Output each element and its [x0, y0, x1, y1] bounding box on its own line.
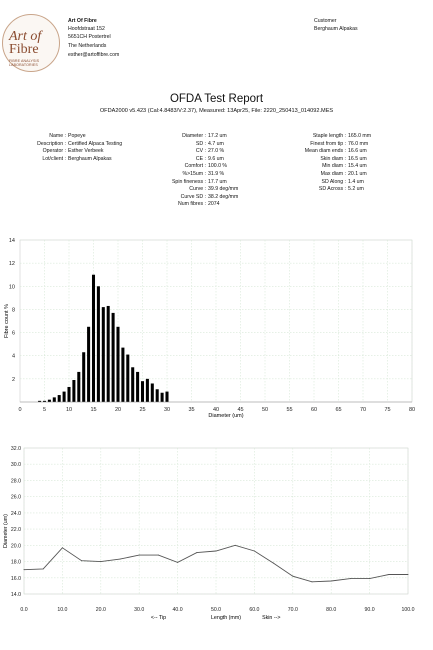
histogram-bar	[102, 307, 105, 402]
histogram-bar	[77, 372, 80, 402]
info-value: 76.0 mm	[348, 140, 369, 147]
histogram-bar	[87, 327, 90, 402]
x-tick-label: 70	[359, 407, 367, 413]
info-label: Staple length :	[312, 133, 346, 139]
histogram-bar	[97, 286, 100, 402]
histogram-bar	[63, 392, 66, 402]
profile-point	[388, 574, 389, 575]
info-value: 100.0 %	[208, 163, 228, 170]
profile-point	[43, 568, 44, 569]
histogram-bar	[116, 327, 119, 402]
info-value: Berghaum Alpakas	[68, 155, 112, 162]
info-value: 38.2 deg/mm	[208, 193, 239, 200]
company-address2: 5651CH Postertrel	[68, 34, 111, 40]
logo-sub2: LABORATORIES	[9, 63, 38, 67]
profile-point	[216, 551, 217, 552]
x-tick-label: 60	[310, 407, 318, 413]
x-tick-label: 30.0	[134, 607, 145, 613]
profile-point	[24, 569, 25, 570]
info-value: 5.2 um	[348, 186, 364, 193]
customer-name: Berghaum Alpakas	[314, 26, 358, 32]
profile-point	[408, 574, 409, 575]
profile-point	[254, 551, 255, 552]
profile-point	[350, 578, 351, 579]
y-axis-label: Fibre count %	[4, 304, 10, 338]
histogram-bar	[161, 393, 164, 402]
histogram-bar	[165, 392, 168, 402]
histogram-bar	[126, 355, 129, 402]
info-value: 15.4 um	[348, 163, 367, 170]
x-tick-label: 60.0	[249, 607, 260, 613]
y-tick-label: 26.0	[10, 494, 21, 501]
x-tick-label: 20	[114, 407, 122, 413]
y-tick-label: 8	[11, 307, 15, 314]
info-value: 16.6 um	[348, 148, 367, 155]
y-tick-label: 2	[11, 376, 15, 383]
histogram-bar	[92, 275, 95, 402]
x-tick-label: 65	[335, 407, 342, 413]
profile-point	[81, 560, 82, 561]
info-label: Num fibres :	[178, 201, 206, 208]
info-label: %>15um :	[182, 171, 206, 177]
info-label: Diameter :	[182, 133, 206, 139]
info-label: Curve SD :	[180, 193, 206, 200]
y-axis-label: Diameter (um)	[3, 514, 9, 548]
x-tick-label: 70.0	[287, 607, 298, 613]
y-tick-label: 32.0	[10, 446, 21, 452]
histogram-bar	[121, 348, 124, 402]
histogram-bar	[141, 381, 144, 402]
info-value: Esther Verbeek	[68, 148, 104, 155]
histogram-bar	[136, 372, 139, 402]
company-country: The Netherlands	[68, 43, 107, 49]
info-label: Spin fineness :	[171, 178, 206, 185]
diameter-profile-chart	[0, 432, 433, 632]
info-label: Curve :	[189, 186, 206, 193]
y-tick-label: 12	[8, 261, 15, 268]
histogram-bar	[156, 389, 159, 402]
y-tick-label: 18.0	[10, 559, 21, 566]
x-tick-label: 55	[286, 407, 293, 413]
x-tick-label: 5	[42, 407, 47, 413]
info-value: Popeye	[68, 133, 86, 139]
histogram-bar	[58, 395, 61, 402]
x-tick-label: 80	[408, 407, 416, 413]
info-value: 27.0 %	[208, 148, 225, 155]
profile-point	[235, 545, 236, 546]
info-value: Certified Alpaca Testing	[68, 140, 123, 147]
histogram-bar	[53, 397, 56, 402]
company-address1: Hoofdstraat 152	[68, 26, 105, 32]
report-title: OFDA Test Report	[169, 93, 264, 105]
profile-point	[292, 576, 293, 577]
profile-point	[273, 563, 274, 564]
info-label: SD Along :	[321, 178, 346, 185]
x-tick-label: 0	[18, 407, 22, 413]
company-email[interactable]: esther@artoffibre.com	[68, 52, 120, 58]
histogram-bar	[107, 306, 110, 402]
report-subtitle: OFDA2000 v5.423 (Cal:4.8483/V:2.37), Measured: 13Apr25, File: 2220_250413_014092.MES	[99, 108, 334, 114]
y-tick-label: 30.0	[10, 462, 21, 469]
y-tick-label: 14	[8, 238, 15, 244]
profile-point	[158, 555, 159, 556]
x-note-tip: <-- Tip	[150, 615, 167, 621]
info-label: Skin diam :	[320, 155, 346, 162]
histogram-bar	[72, 380, 75, 402]
info-value: 16.5 um	[348, 155, 367, 162]
x-tick-label: 25	[139, 407, 146, 413]
y-tick-label: 10	[8, 284, 15, 291]
profile-point	[120, 559, 121, 560]
profile-point	[331, 581, 332, 582]
x-tick-label: 50	[261, 407, 269, 413]
info-label: Max diam :	[320, 171, 346, 177]
info-value: 165.0 mm	[348, 133, 372, 139]
info-label: Mean diam ends :	[304, 148, 346, 155]
histogram-bar	[67, 387, 70, 402]
y-tick-label: 6	[11, 330, 15, 337]
info-label: CE :	[195, 155, 206, 162]
histogram-bar	[82, 352, 85, 402]
info-value: 17.7 um	[208, 178, 227, 185]
x-tick-label: 90.0	[364, 607, 375, 613]
info-label: Description :	[37, 140, 66, 147]
x-tick-label: 40	[212, 407, 220, 413]
logo-line2: Fibre	[9, 42, 39, 57]
customer-label: Customer	[314, 18, 337, 24]
info-value: 31.9 %	[208, 171, 225, 177]
y-tick-label: 14.0	[10, 592, 21, 598]
x-note-skin: Skin -->	[262, 615, 281, 621]
x-tick-label: 80.0	[326, 607, 337, 613]
profile-point	[196, 552, 197, 553]
x-tick-label: 50.0	[210, 607, 222, 613]
x-tick-label: 15	[90, 407, 97, 413]
x-tick-label: 30	[163, 407, 171, 413]
x-tick-label: 35	[188, 407, 195, 413]
logo-line1: Art of	[9, 29, 42, 44]
info-label: Min diam :	[322, 163, 346, 170]
y-tick-label: 4	[11, 353, 15, 360]
y-tick-label: 16.0	[10, 575, 21, 582]
info-value: 2074	[208, 201, 220, 208]
info-label: Operator :	[42, 148, 66, 155]
profile-point	[139, 555, 140, 556]
histogram-bar	[112, 313, 115, 402]
info-label: Comfort :	[184, 163, 206, 170]
info-label: Name :	[49, 133, 66, 139]
y-tick-label: 28.0	[10, 478, 21, 485]
profile-point	[177, 562, 178, 563]
y-tick-label: 24.0	[10, 510, 21, 517]
info-value: 4.7 um	[208, 140, 224, 147]
info-label: CV :	[195, 148, 206, 155]
x-tick-label: 10	[65, 407, 73, 413]
info-label: SD :	[195, 140, 206, 147]
histogram-bar	[151, 383, 154, 402]
x-tick-label: 0.0	[20, 607, 28, 613]
x-tick-label: 10.0	[57, 607, 68, 613]
x-tick-label: 75	[384, 407, 391, 413]
histogram-bar	[48, 400, 51, 402]
company-name: Art Of Fibre	[68, 18, 97, 24]
profile-point	[312, 581, 313, 582]
x-tick-label: 45	[237, 407, 244, 413]
x-tick-label: 20.0	[95, 607, 106, 613]
profile-point	[369, 578, 370, 579]
info-label: SD Across :	[318, 186, 346, 193]
info-label: Finest from tip :	[310, 140, 346, 147]
histogram-bar	[131, 367, 134, 402]
profile-point	[62, 547, 63, 548]
diameter-histogram-chart	[0, 228, 433, 423]
info-value: 20.1 um	[348, 171, 367, 177]
info-value: 9.6 um	[208, 155, 224, 162]
info-label: Lot/client :	[42, 155, 66, 162]
logo-sub1: FIBRE ANALYSIS	[9, 59, 40, 63]
y-tick-label: 20.0	[10, 543, 21, 550]
info-value: 39.9 deg/mm	[208, 186, 239, 193]
info-value: 1.4 um	[348, 178, 364, 185]
x-axis-label: Length (mm)	[210, 615, 242, 621]
info-value: 17.2 um	[208, 133, 227, 139]
profile-point	[100, 561, 101, 562]
y-tick-label: 22.0	[10, 527, 21, 534]
x-tick-label: 40.0	[172, 607, 183, 613]
histogram-bar	[146, 379, 149, 402]
x-tick-label: 100.0	[401, 607, 415, 613]
x-axis-label: Diameter (um)	[208, 413, 244, 419]
